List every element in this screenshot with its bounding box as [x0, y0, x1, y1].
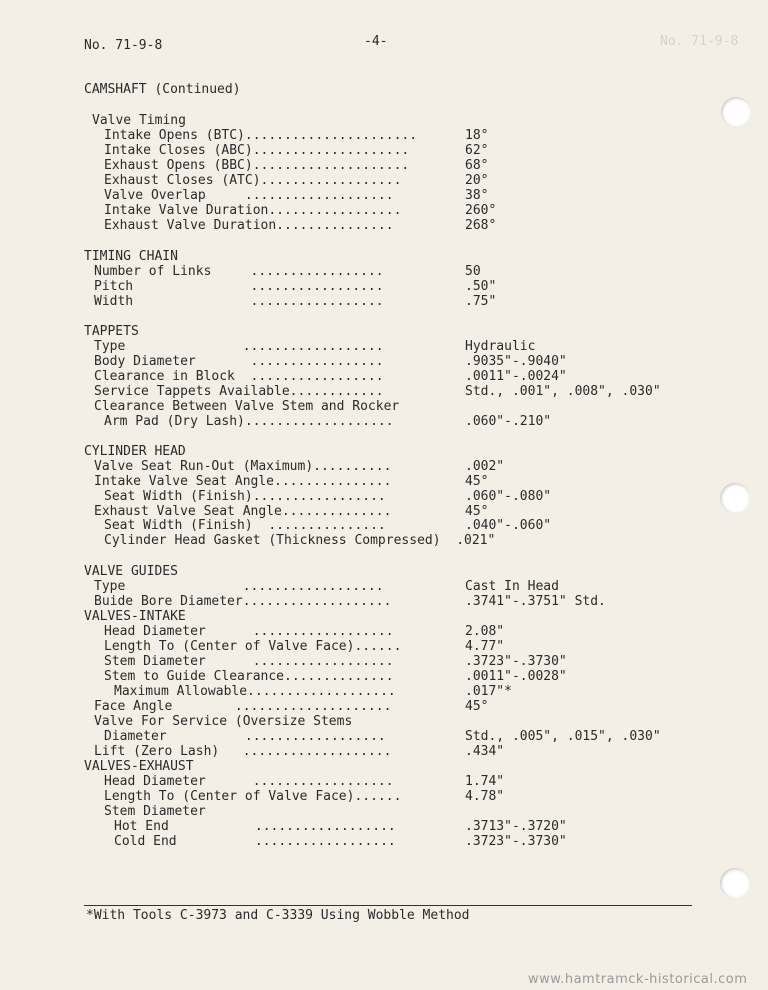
watermark: www.hamtramck-historical.com: [528, 972, 748, 987]
punch-hole-bottom: [720, 868, 750, 898]
spec-label: Type ..................: [94, 579, 384, 594]
spec-label: Intake Closes (ABC)....................: [104, 143, 410, 158]
spec-value: 1.74": [465, 774, 505, 789]
spec-label: Seat Width (Finish).................: [104, 489, 386, 504]
footnote-rule: [84, 905, 692, 906]
spec-label: Service Tappets Available............: [94, 384, 384, 399]
spec-value: .017"*: [465, 684, 512, 699]
page-number: -4-: [364, 34, 388, 49]
spec-label: Cylinder Head Gasket (Thickness Compressed) .021": [104, 533, 496, 548]
spec-label: Stem Diameter: [104, 804, 206, 819]
spec-label: Stem Diameter ..................: [104, 654, 394, 669]
spec-value: Cast In Head: [465, 579, 559, 594]
spec-label: Intake Valve Seat Angle...............: [94, 474, 392, 489]
spec-label: Clearance Between Valve Stem and Rocker: [94, 399, 400, 414]
spec-value: 68°: [465, 158, 489, 173]
spec-label: Buide Bore Diameter...................: [94, 594, 392, 609]
spec-value: .0011"-.0024": [465, 369, 567, 384]
spec-label: CAMSHAFT (Continued): [84, 82, 241, 97]
spec-label: Maximum Allowable...................: [114, 684, 396, 699]
spec-label: Valve Timing: [92, 113, 186, 128]
punch-hole-middle: [720, 483, 750, 513]
spec-label: Number of Links .................: [94, 264, 384, 279]
spec-value: .0011"-.0028": [465, 669, 567, 684]
spec-label: Seat Width (Finish) ...............: [104, 518, 386, 533]
spec-value: 20°: [465, 173, 489, 188]
spec-value: .75": [465, 294, 497, 309]
spec-value: .040"-.060": [465, 518, 552, 533]
spec-label: Head Diameter ..................: [104, 774, 394, 789]
spec-label: TIMING CHAIN: [84, 249, 178, 264]
spec-value: .3713"-.3720": [465, 819, 567, 834]
spec-label: Head Diameter ..................: [104, 624, 394, 639]
spec-label: Type ..................: [94, 339, 384, 354]
spec-value: .9035"-.9040": [465, 354, 567, 369]
spec-value: .3723"-.3730": [465, 834, 567, 849]
spec-value: 4.78": [465, 789, 505, 804]
spec-value: Hydraulic: [465, 339, 536, 354]
spec-label: Width .................: [94, 294, 384, 309]
spec-label: Length To (Center of Valve Face)......: [104, 789, 402, 804]
spec-label: Valve Overlap ...................: [104, 188, 394, 203]
spec-value: .434": [465, 744, 505, 759]
spec-value: 38°: [465, 188, 489, 203]
spec-label: Intake Valve Duration.................: [104, 203, 402, 218]
spec-label: Valve For Service (Oversize Stems: [94, 714, 353, 729]
spec-label: Lift (Zero Lash) ...................: [94, 744, 392, 759]
spec-value: .060"-.080": [465, 489, 552, 504]
spec-value: 62°: [465, 143, 489, 158]
footnote: *With Tools C-3973 and C-3339 Using Wobble Method: [86, 908, 470, 923]
spec-label: Exhaust Closes (ATC)..................: [104, 173, 402, 188]
spec-label: Exhaust Opens (BBC)....................: [104, 158, 410, 173]
spec-label: Exhaust Valve Seat Angle..............: [94, 504, 392, 519]
spec-value: .3723"-.3730": [465, 654, 567, 669]
punch-hole-top: [721, 97, 751, 127]
spec-label: TAPPETS: [84, 324, 139, 339]
spec-value: 4.77": [465, 639, 505, 654]
spec-label: Pitch .................: [94, 279, 384, 294]
spec-label: Exhaust Valve Duration...............: [104, 218, 394, 233]
spec-label: Hot End ..................: [114, 819, 396, 834]
spec-value: .002": [465, 459, 505, 474]
spec-value: Std., .001", .008", .030": [465, 384, 661, 399]
spec-value: Std., .005", .015", .030": [465, 729, 661, 744]
spec-value: .50": [465, 279, 497, 294]
spec-value: 45°: [465, 474, 489, 489]
spec-value: .060"-.210": [465, 414, 552, 429]
spec-label: Intake Opens (BTC)......................: [104, 128, 418, 143]
spec-value: 268°: [465, 218, 497, 233]
spec-value: 45°: [465, 699, 489, 714]
bleed-through-text: No. 71-9-8: [660, 34, 739, 49]
spec-value: .3741"-.3751" Std.: [465, 594, 606, 609]
spec-label: Valve Seat Run-Out (Maximum)..........: [94, 459, 392, 474]
spec-label: VALVES-INTAKE: [84, 609, 186, 624]
doc-number: No. 71-9-8: [84, 38, 163, 53]
spec-label: Face Angle ....................: [94, 699, 392, 714]
spec-value: 260°: [465, 203, 497, 218]
spec-label: VALVE GUIDES: [84, 564, 178, 579]
spec-value: 45°: [465, 504, 489, 519]
spec-label: Arm Pad (Dry Lash)...................: [104, 414, 394, 429]
spec-label: Length To (Center of Valve Face)......: [104, 639, 402, 654]
spec-label: Body Diameter .................: [94, 354, 384, 369]
spec-value: 50: [465, 264, 481, 279]
spec-value: 2.08": [465, 624, 505, 639]
spec-label: Diameter ..................: [104, 729, 386, 744]
spec-label: Stem to Guide Clearance..............: [104, 669, 394, 684]
spec-label: CYLINDER HEAD: [84, 444, 186, 459]
spec-label: Cold End ..................: [114, 834, 396, 849]
spec-value: 18°: [465, 128, 489, 143]
spec-label: VALVES-EXHAUST: [84, 759, 194, 774]
spec-label: Clearance in Block .................: [94, 369, 384, 384]
